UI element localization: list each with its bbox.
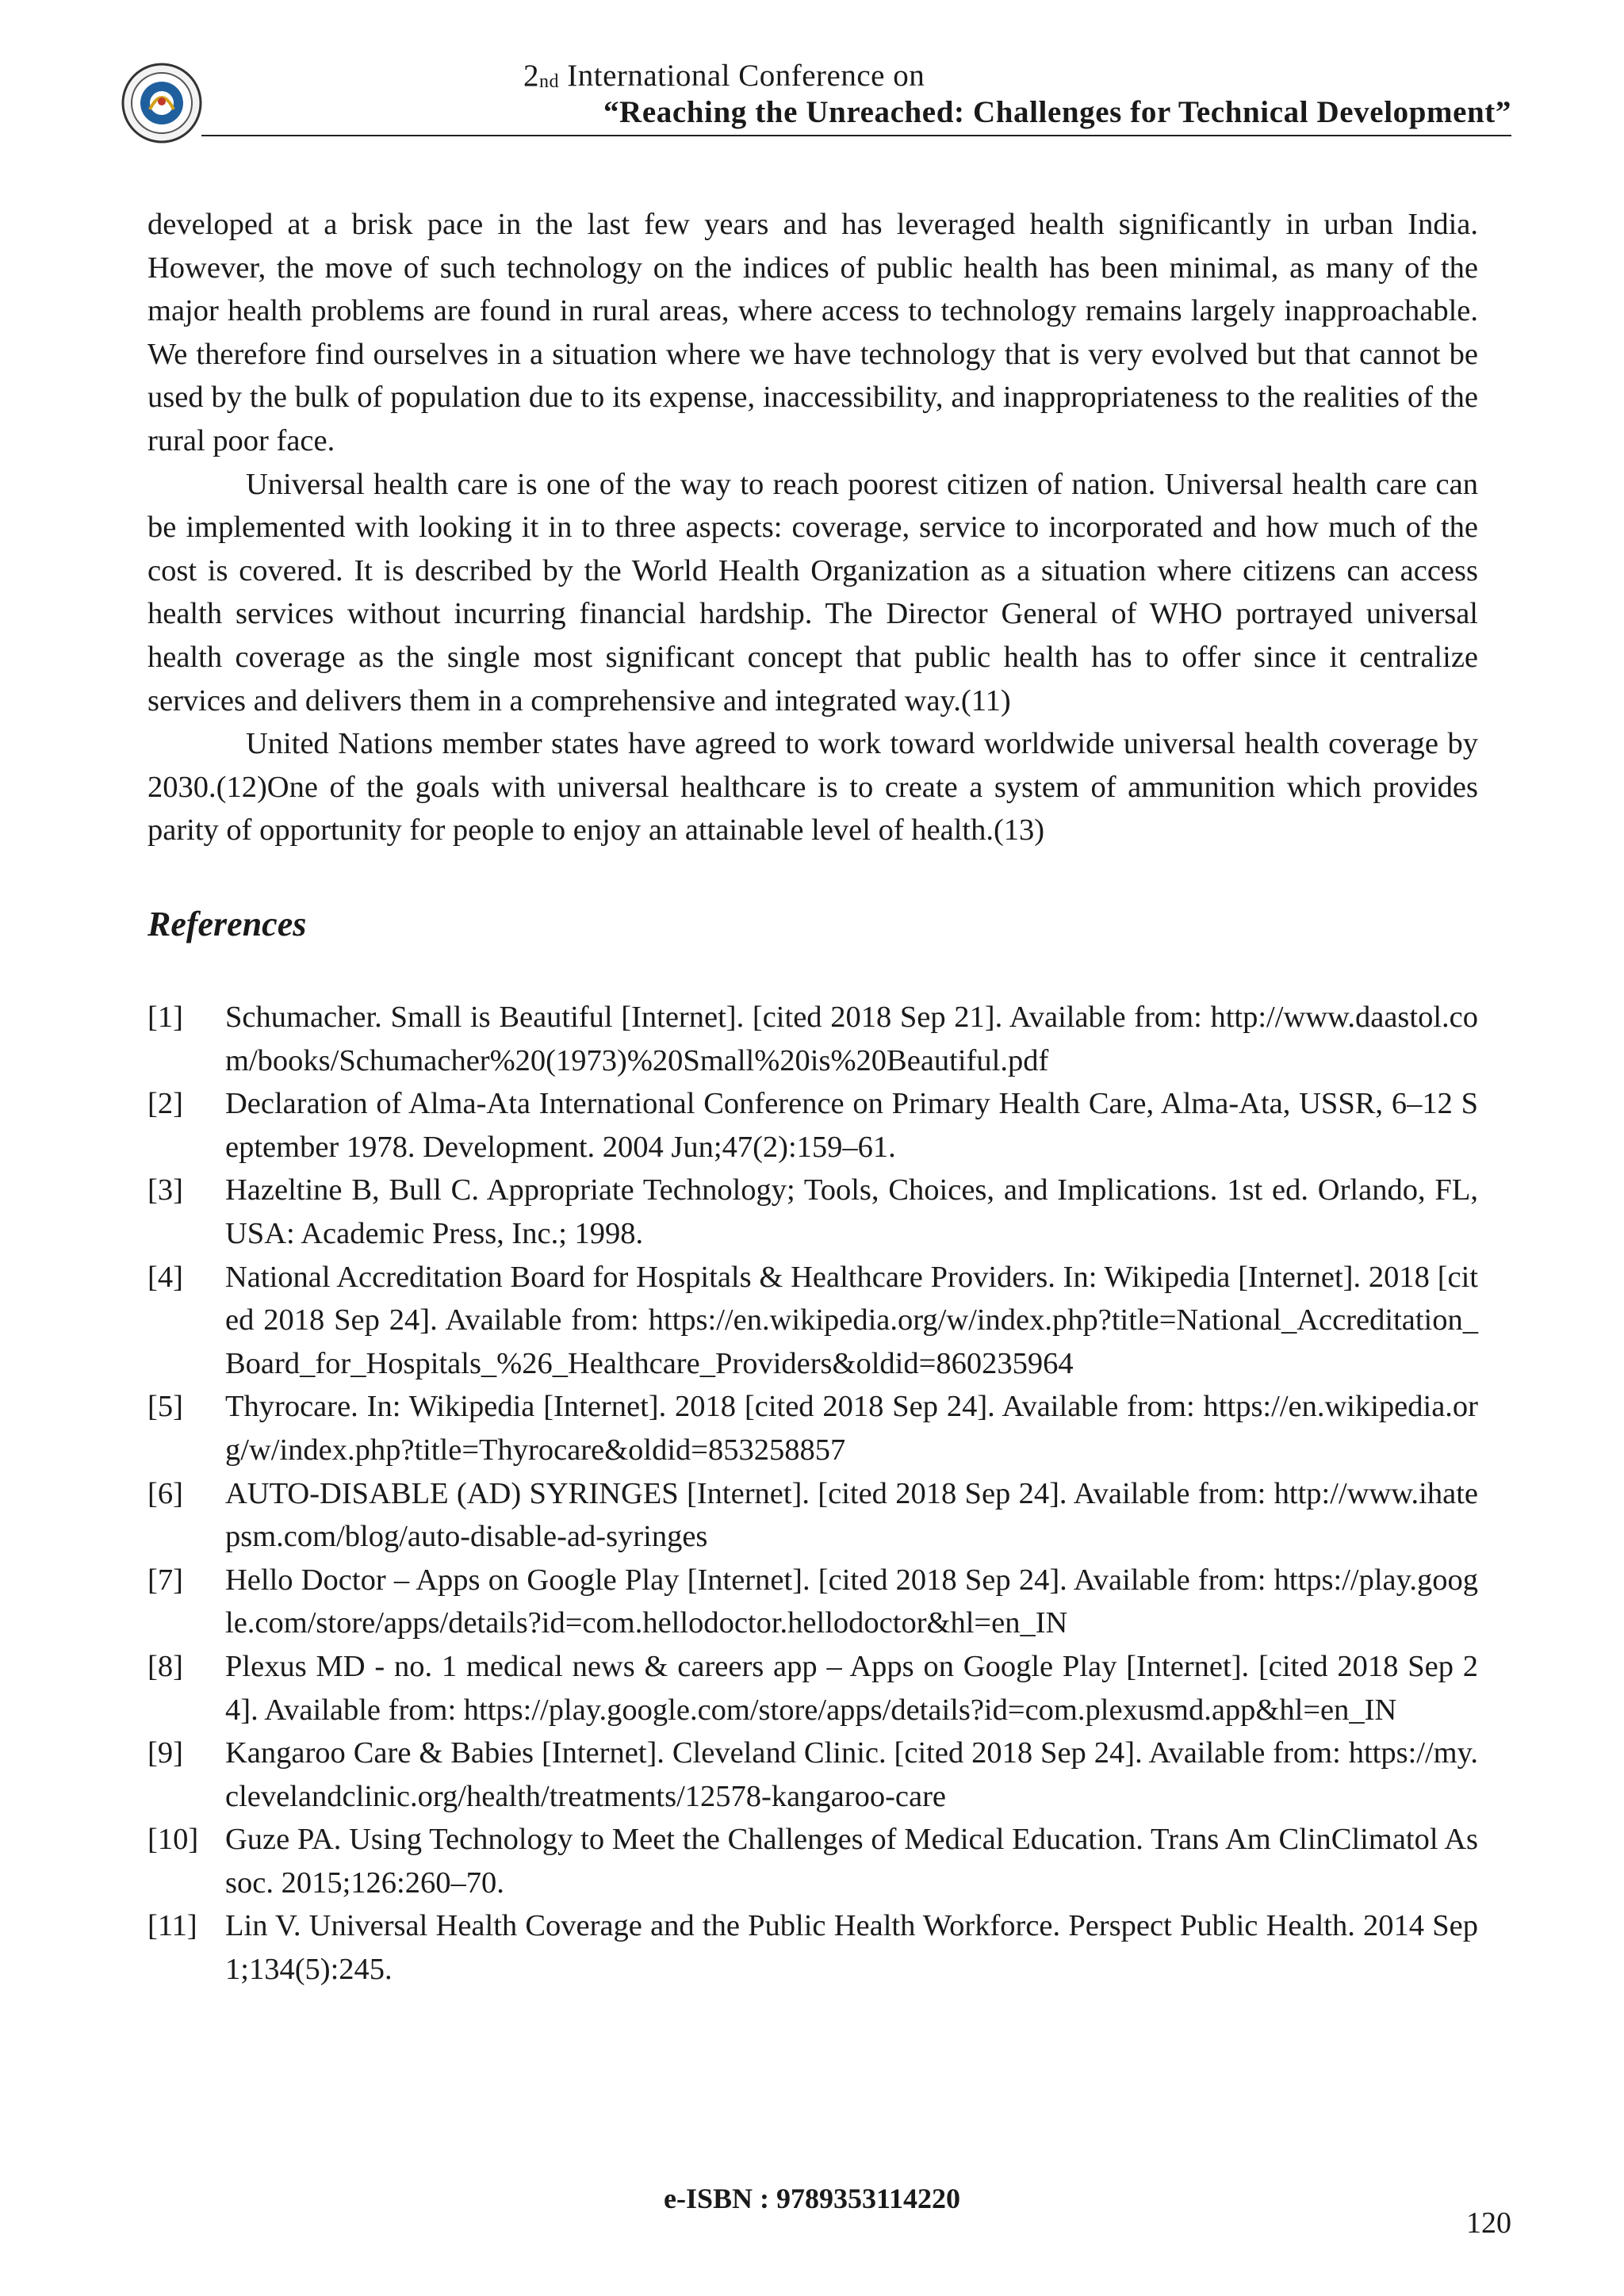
header-ordinal-number: 2 (523, 59, 539, 93)
reference-number: [1] (147, 1001, 183, 1034)
reference-text: AUTO-DISABLE (AD) SYRINGES [Internet]. [cited 2018 Sep 24]. Available from: http://www.ihatepsm.com/blog/auto-disable-ad-syringes (225, 1476, 1478, 1554)
conference-seal-icon (121, 62, 203, 144)
reference-number: [6] (147, 1476, 183, 1510)
reference-item (147, 1169, 1478, 1255)
reference-item (147, 1256, 1478, 1386)
reference-item (147, 1472, 1478, 1559)
page-number: 120 (1466, 2206, 1511, 2240)
references-heading: References (147, 905, 307, 943)
header-ordinal-suffix: nd (539, 71, 559, 92)
reference-text: Kangaroo Care & Babies [Internet]. Cleveland Clinic. [cited 2018 Sep 24]. Available from: https://my.clevelandclinic.org/health/treatments/12578-kangaroo-care (225, 1736, 1478, 1813)
reference-text: Guze PA. Using Technology to Meet the Challenges of Medical Education. Trans Am ClinClimatol Assoc. 2015;126:260–70. (225, 1823, 1478, 1900)
reference-text: Schumacher. Small is Beautiful [Internet]. [cited 2018 Sep 21]. Available from: http://www.daastol.com/books/Schumacher%20(1973)%20Small%20is%20Beautiful.pdf (225, 1001, 1478, 1077)
reference-text: Hello Doctor – Apps on Google Play [Internet]. [cited 2018 Sep 24]. Available from: https://play.google.com/store/apps/details?id=com.hellodoctor.hellodoctor&hl=en_IN (225, 1563, 1478, 1640)
reference-text: National Accreditation Board for Hospitals & Healthcare Providers. In: Wikipedia [Internet]. 2018 [cited 2018 Sep 24]. Available from: https://en.wikipedia.org/w/index.php?title=National_Accreditation_Board_for_Hospitals_%26_Healthcare_Providers&oldid=860235964 (225, 1260, 1478, 1380)
paragraph: developed at a brisk pace in the last few years and has leveraged health significantly in urban India. However, the move of such technology on the indices of public health has been minimal, as many of the major health problems are found in rural areas, where access to technology remains largely inapproachable. We therefore find ourselves in a situation where we have technology that is very evolved but that cannot be used by the bulk of population due to its expense, inaccessibility, and inappropriateness to the realities of the rural poor face. (147, 208, 1478, 457)
reference-item (147, 1645, 1478, 1732)
reference-number: [10] (147, 1823, 199, 1857)
reference-text: Declaration of Alma-Ata International Conference on Primary Health Care, Alma-Ata, USSR, 6–12 September 1978. Development. 2004 Jun;47(2):159–61. (225, 1087, 1478, 1164)
paragraph: United Nations member states have agreed to work toward worldwide universal health coverage by 2030.(12)One of the goals with universal healthcare is to create a system of ammunition which provides parity of opportunity for people to enjoy an attainable level of health.(13) (147, 727, 1478, 848)
reference-item (147, 996, 1478, 1082)
references-list (147, 996, 1478, 1992)
reference-text: Thyrocare. In: Wikipedia [Internet]. 2018 [cited 2018 Sep 24]. Available from: https://en.wikipedia.org/w/index.php?title=Thyrocare&oldid=853258857 (225, 1390, 1478, 1467)
header-title-text: International Conference on (559, 59, 925, 93)
body-text (147, 203, 1478, 852)
reference-number: [8] (147, 1649, 183, 1683)
reference-text: Plexus MD - no. 1 medical news & careers app – Apps on Google Play [Internet]. [cited 2018 Sep 24]. Available from: https://play.google.com/store/apps/details?id=com.plexusmd.app&hl=en_IN (225, 1649, 1478, 1727)
reference-item (147, 1385, 1478, 1471)
header-subtitle: “Reaching the Unreached: Challenges for Technical Development” (603, 95, 1511, 129)
paragraph: Universal health care is one of the way to reach poorest citizen of nation. Universal health care can be implemented with looking it in to three aspects: coverage, service to incorporated and how much of the cost is covered. It is described by the World Health Organization as a situation where citizens can access health services without incurring financial hardship. The Director General of WHO portrayed universal health coverage as the single most significant concept that public health has to offer since it centralize services and delivers them in a comprehensive and integrated way.(11) (147, 467, 1478, 718)
reference-item (147, 1559, 1478, 1645)
reference-number: [3] (147, 1173, 183, 1207)
reference-item (147, 1818, 1478, 1904)
reference-number: [9] (147, 1736, 183, 1770)
reference-number: [4] (147, 1260, 183, 1294)
reference-text: Hazeltine B, Bull C. Appropriate Technology; Tools, Choices, and Implications. 1st ed. Orlando, FL, USA: Academic Press, Inc.; 1998. (225, 1173, 1478, 1250)
reference-item (147, 1904, 1478, 1991)
reference-number: [11] (147, 1909, 197, 1943)
reference-item (147, 1082, 1478, 1169)
reference-item (147, 1732, 1478, 1818)
header-divider (201, 135, 1511, 136)
reference-number: [7] (147, 1563, 183, 1597)
footer-isbn: e-ISBN : 9789353114220 (663, 2183, 960, 2214)
reference-number: [5] (147, 1390, 183, 1424)
reference-number: [2] (147, 1087, 183, 1121)
reference-text: Lin V. Universal Health Coverage and the Public Health Workforce. Perspect Public Health. 2014 Sep 1;134(5):245. (225, 1909, 1478, 1987)
